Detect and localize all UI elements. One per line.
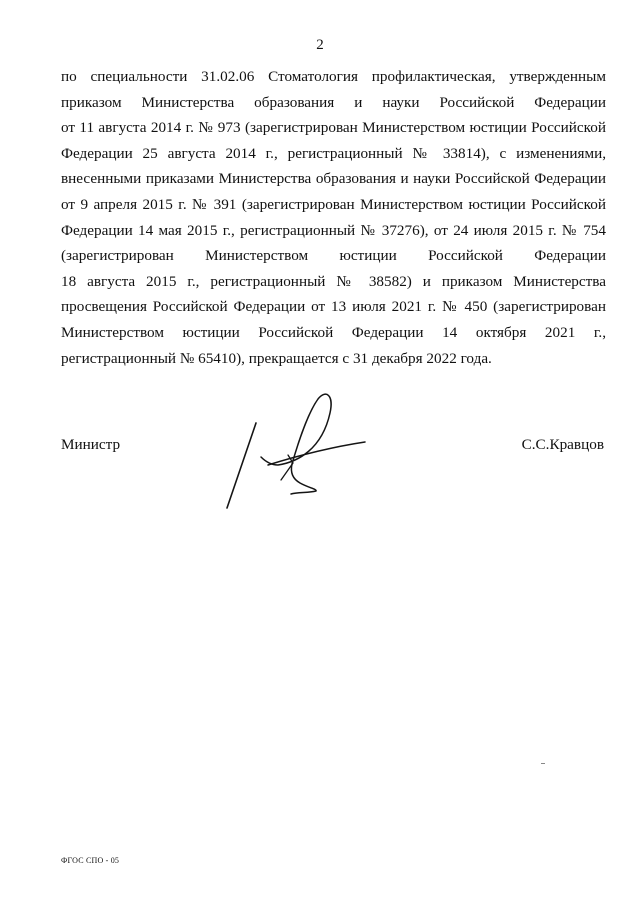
body-line: по специальности 31.02.06 Стоматология профилактическая, утвержденным bbox=[61, 68, 606, 85]
body-line: приказом Министерства образования и науки Российской Федерации bbox=[61, 93, 606, 111]
scan-speck bbox=[541, 763, 545, 764]
footer-code: ФГОС СПО - 05 bbox=[61, 856, 120, 865]
body-line: просвещения Российской Федерации от 13 июля 2021 г. № 450 (зарегистрирован bbox=[61, 298, 606, 316]
body-line: 18 августа 2015 г., регистрационный № 38582) и приказом Министерства bbox=[61, 272, 606, 290]
body-line: Министерством юстиции Российской Федерации 14 октября 2021 г., bbox=[61, 323, 606, 341]
body-line: внесенными приказами Министерства образования и науки Российской Федерации bbox=[61, 170, 606, 188]
body-paragraph bbox=[61, 64, 606, 371]
body-line-last: регистрационный № 65410), прекращается с 31 декабря 2022 года. bbox=[61, 349, 492, 367]
body-line: (зарегистрирован Министерством юстиции Российской Федерации bbox=[61, 247, 606, 265]
signer-name: С.С.Кравцов bbox=[521, 436, 604, 453]
body-line: от 11 августа 2014 г. № 973 (зарегистрирован Министерством юстиции Российской bbox=[61, 119, 606, 137]
signer-title: Министр bbox=[61, 436, 121, 453]
body-line: Федерации 14 мая 2015 г., регистрационный № 37276), от 24 июля 2015 г. № 754 bbox=[61, 221, 606, 239]
page-number: 2 bbox=[316, 37, 324, 53]
body-line: Федерации 25 августа 2014 г., регистрационный № 33814), с изменениями, bbox=[61, 144, 606, 162]
handwritten-signature bbox=[220, 385, 380, 515]
body-line: от 9 апреля 2015 г. № 391 (зарегистрирован Министерством юстиции Российской bbox=[61, 195, 606, 213]
